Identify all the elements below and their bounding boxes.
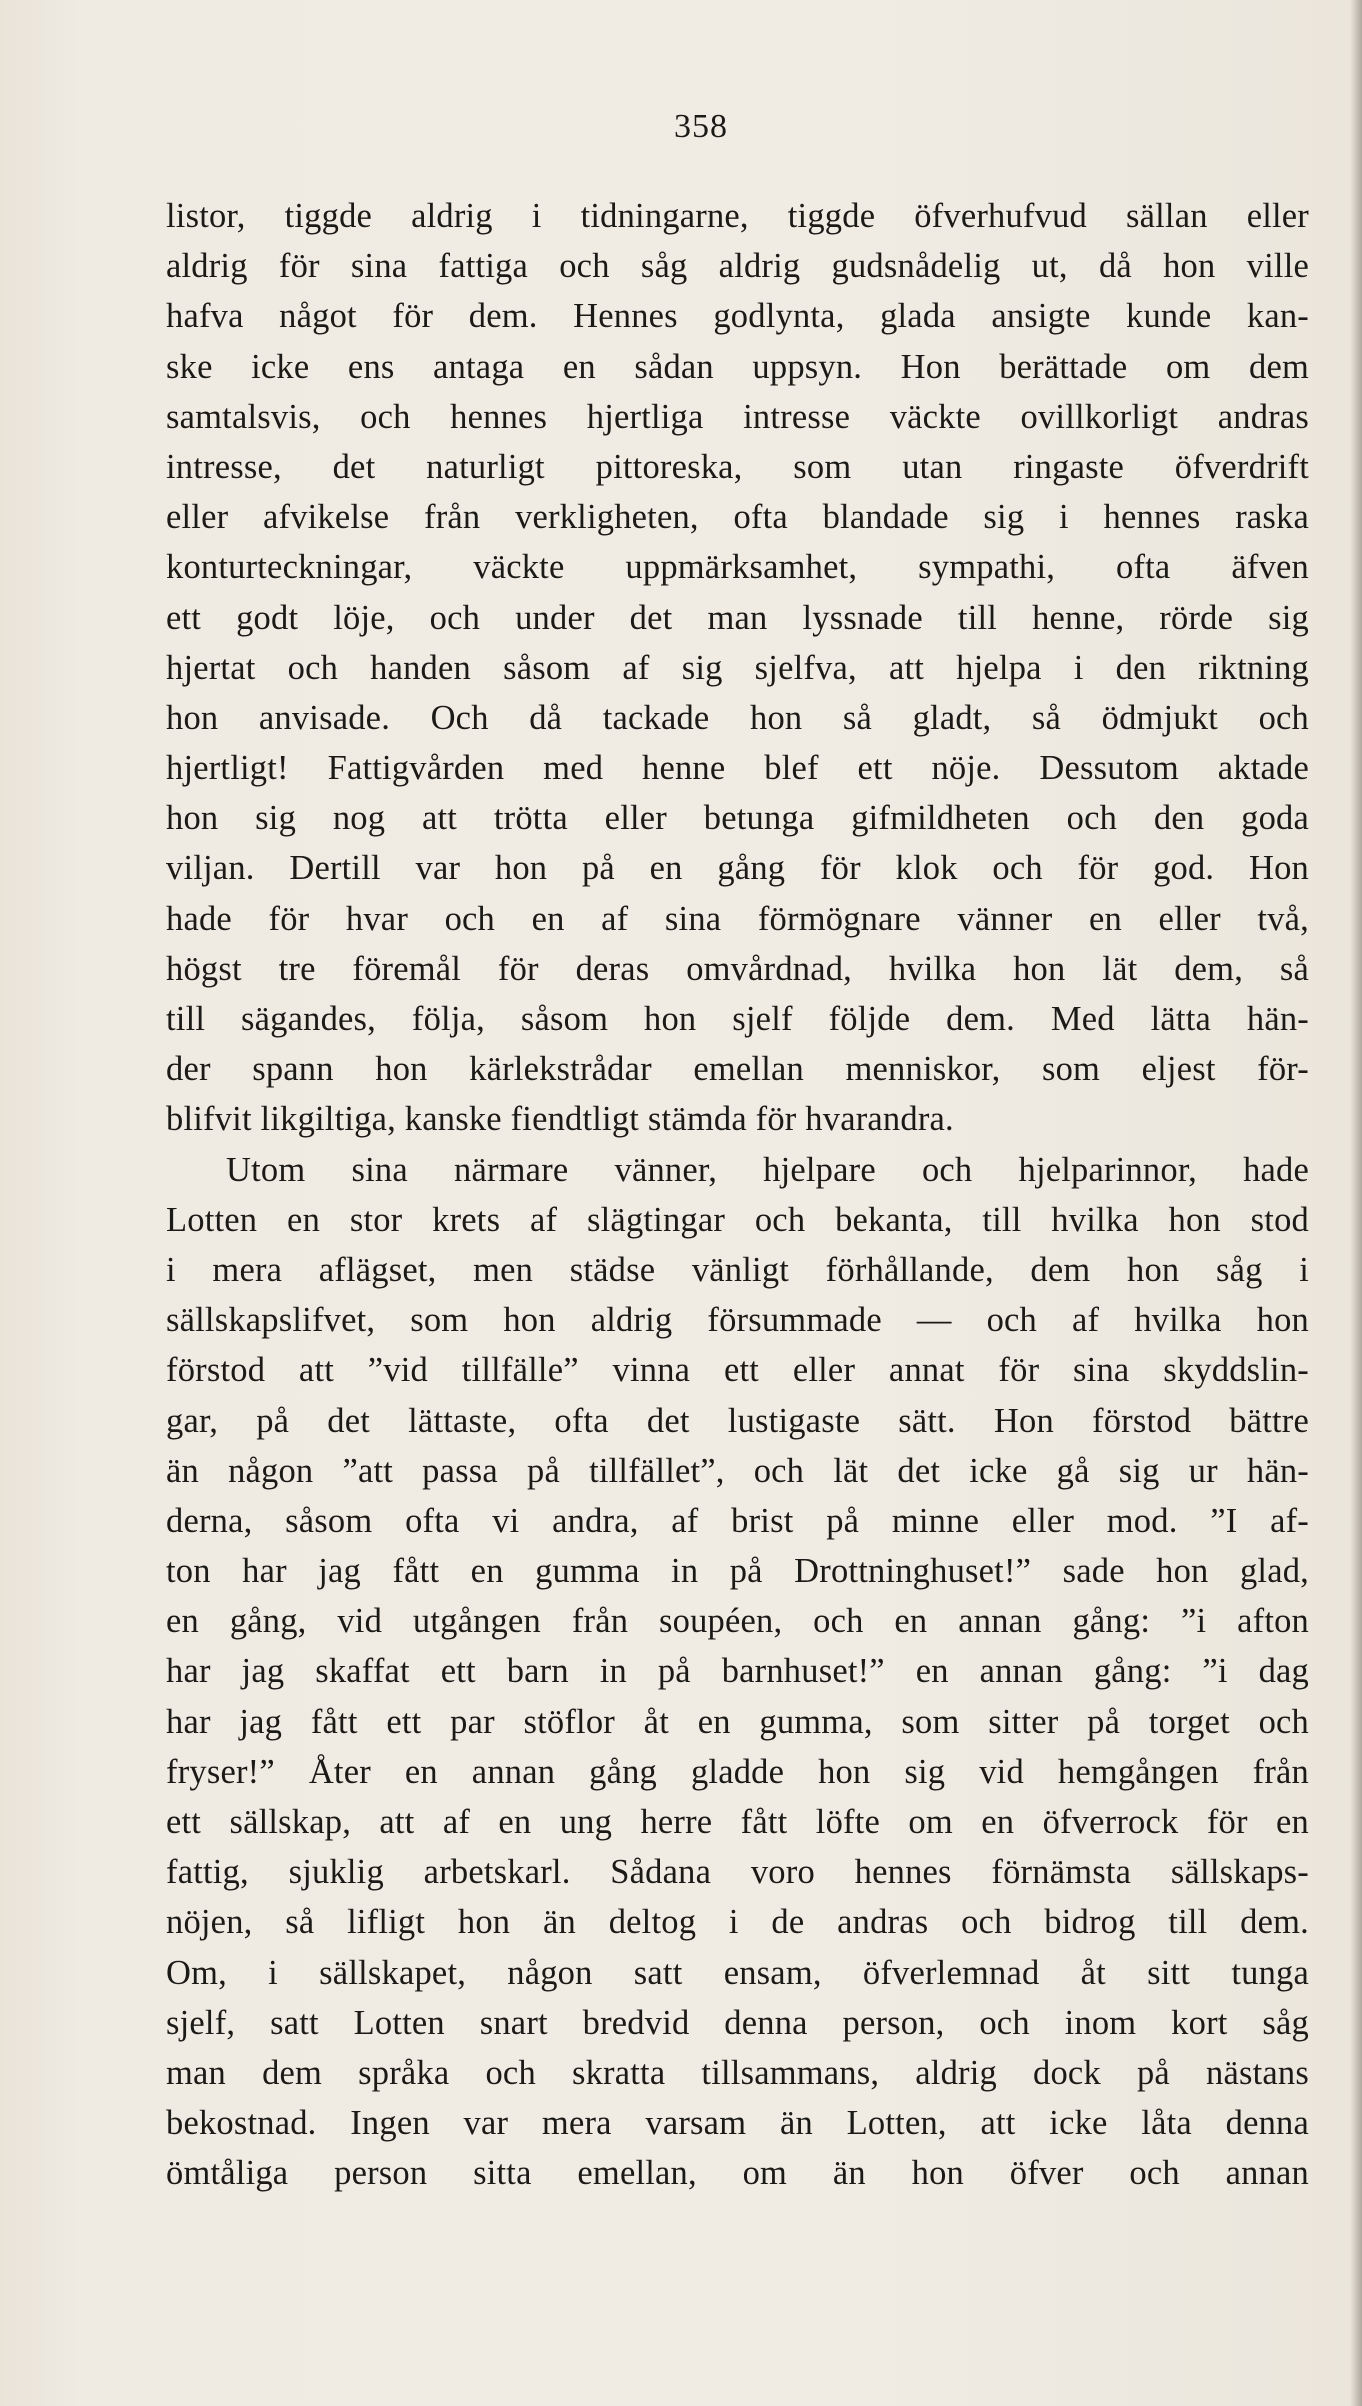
text-line: ömtåliga person sitta emellan, om än hon öfver och annan	[166, 2154, 1309, 2193]
text-line: i mera aflägset, men städse vänligt förhållande, dem hon såg i	[166, 1250, 1309, 1289]
text-line: eller afvikelse från verkligheten, ofta blandade sig i hennes raska	[166, 498, 1309, 537]
text-line: hon sig nog att trötta eller betunga gifmildheten och den goda	[166, 799, 1309, 838]
text-line: Lotten en stor krets af slägtingar och bekanta, till hvilka hon stod	[166, 1200, 1309, 1239]
text-line: hjertligt! Fattigvården med henne blef ett nöje. Dessutom aktade	[166, 749, 1309, 788]
text-line: bekostnad. Ingen var mera varsam än Lotten, att icke låta denna	[166, 2104, 1309, 2143]
text-line: hjertat och handen såsom af sig sjelfva, att hjelpa i den riktning	[166, 648, 1309, 687]
text-line: sjelf, satt Lotten snart bredvid denna person, och inom kort såg	[166, 2003, 1309, 2042]
text-line: Om, i sällskapet, någon satt ensam, öfverlemnad åt sitt tunga	[166, 1953, 1309, 1992]
text-line: aldrig för sina fattiga och såg aldrig gudsnådelig ut, då hon ville	[166, 247, 1309, 286]
text-line: blifvit likgiltiga, kanske fiendtligt stämda för hvarandra.	[166, 1100, 954, 1139]
text-line: ett sällskap, att af en ung herre fått löfte om en öfverrock för en	[166, 1803, 1309, 1841]
text-line: ett godt löje, och under det man lyssnade till henne, rörde sig	[166, 598, 1309, 637]
text-line: der spann hon kärlekstrådar emellan menniskor, som eljest för-	[166, 1050, 1309, 1089]
text-line: en gång, vid utgången från soupéen, och en annan gång: ”i afton	[166, 1602, 1309, 1641]
text-line: högst tre föremål för deras omvårdnad, hvilka hon lät dem, så	[166, 949, 1309, 988]
text-line: derna, såsom ofta vi andra, af brist på minne eller mod. ”I af-	[166, 1501, 1309, 1540]
text-line: till sägandes, följa, såsom hon sjelf följde dem. Med lätta hän-	[166, 1000, 1309, 1038]
text-line: hafva något för dem. Hennes godlynta, glada ansigte kunde kan-	[166, 297, 1309, 336]
text-line: gar, på det lättaste, ofta det lustigaste sätt. Hon förstod bättre	[166, 1401, 1309, 1440]
text-line: man dem språka och skratta tillsammans, aldrig dock på nästans	[166, 2053, 1309, 2092]
text-line: ske icke ens antaga en sådan uppsyn. Hon berättade om dem	[166, 347, 1309, 386]
text-line: intresse, det naturligt pittoreska, som utan ringaste öfverdrift	[166, 447, 1309, 486]
text-line: förstod att ”vid tillfälle” vinna ett eller annat för sina skyddslin-	[166, 1351, 1309, 1390]
text-line: fryser!” Åter en annan gång gladde hon sig vid hemgången från	[166, 1752, 1309, 1791]
page-number: 358	[674, 108, 728, 145]
text-line: än någon ”att passa på tillfället”, och lät det icke gå sig ur hän-	[166, 1451, 1309, 1490]
text-line: fattig, sjuklig arbetskarl. Sådana voro hennes förnämsta sällskaps-	[166, 1853, 1309, 1892]
text-line: nöjen, så lifligt hon än deltog i de andras och bidrog till dem.	[166, 1903, 1309, 1942]
text-line: viljan. Dertill var hon på en gång för klok och för god. Hon	[166, 849, 1309, 888]
text-line: har jag skaffat ett barn in på barnhuset!” en annan gång: ”i dag	[166, 1652, 1309, 1691]
text-line: har jag fått ett par stöflor åt en gumma, som sitter på torget och	[166, 1702, 1309, 1741]
text-line: ton har jag fått en gumma in på Drottninghuset!” sade hon glad,	[166, 1552, 1309, 1591]
body-text	[166, 191, 1309, 2199]
text-line: Utom sina närmare vänner, hjelpare och hjelparinnor, hade	[226, 1150, 1309, 1189]
text-line: hon anvisade. Och då tackade hon så gladt, så ödmjukt och	[166, 698, 1309, 737]
page-edge-shadow	[1350, 0, 1362, 2406]
text-line: samtalsvis, och hennes hjertliga intresse väckte ovillkorligt andras	[166, 397, 1309, 436]
text-line: konturteckningar, väckte uppmärksamhet, sympathi, ofta äfven	[166, 548, 1309, 587]
text-line: sällskapslifvet, som hon aldrig försummade — och af hvilka hon	[166, 1301, 1309, 1340]
text-line: listor, tiggde aldrig i tidningarne, tiggde öfverhufvud sällan eller	[166, 197, 1309, 235]
text-line: hade för hvar och en af sina förmögnare vänner en eller två,	[166, 899, 1309, 938]
